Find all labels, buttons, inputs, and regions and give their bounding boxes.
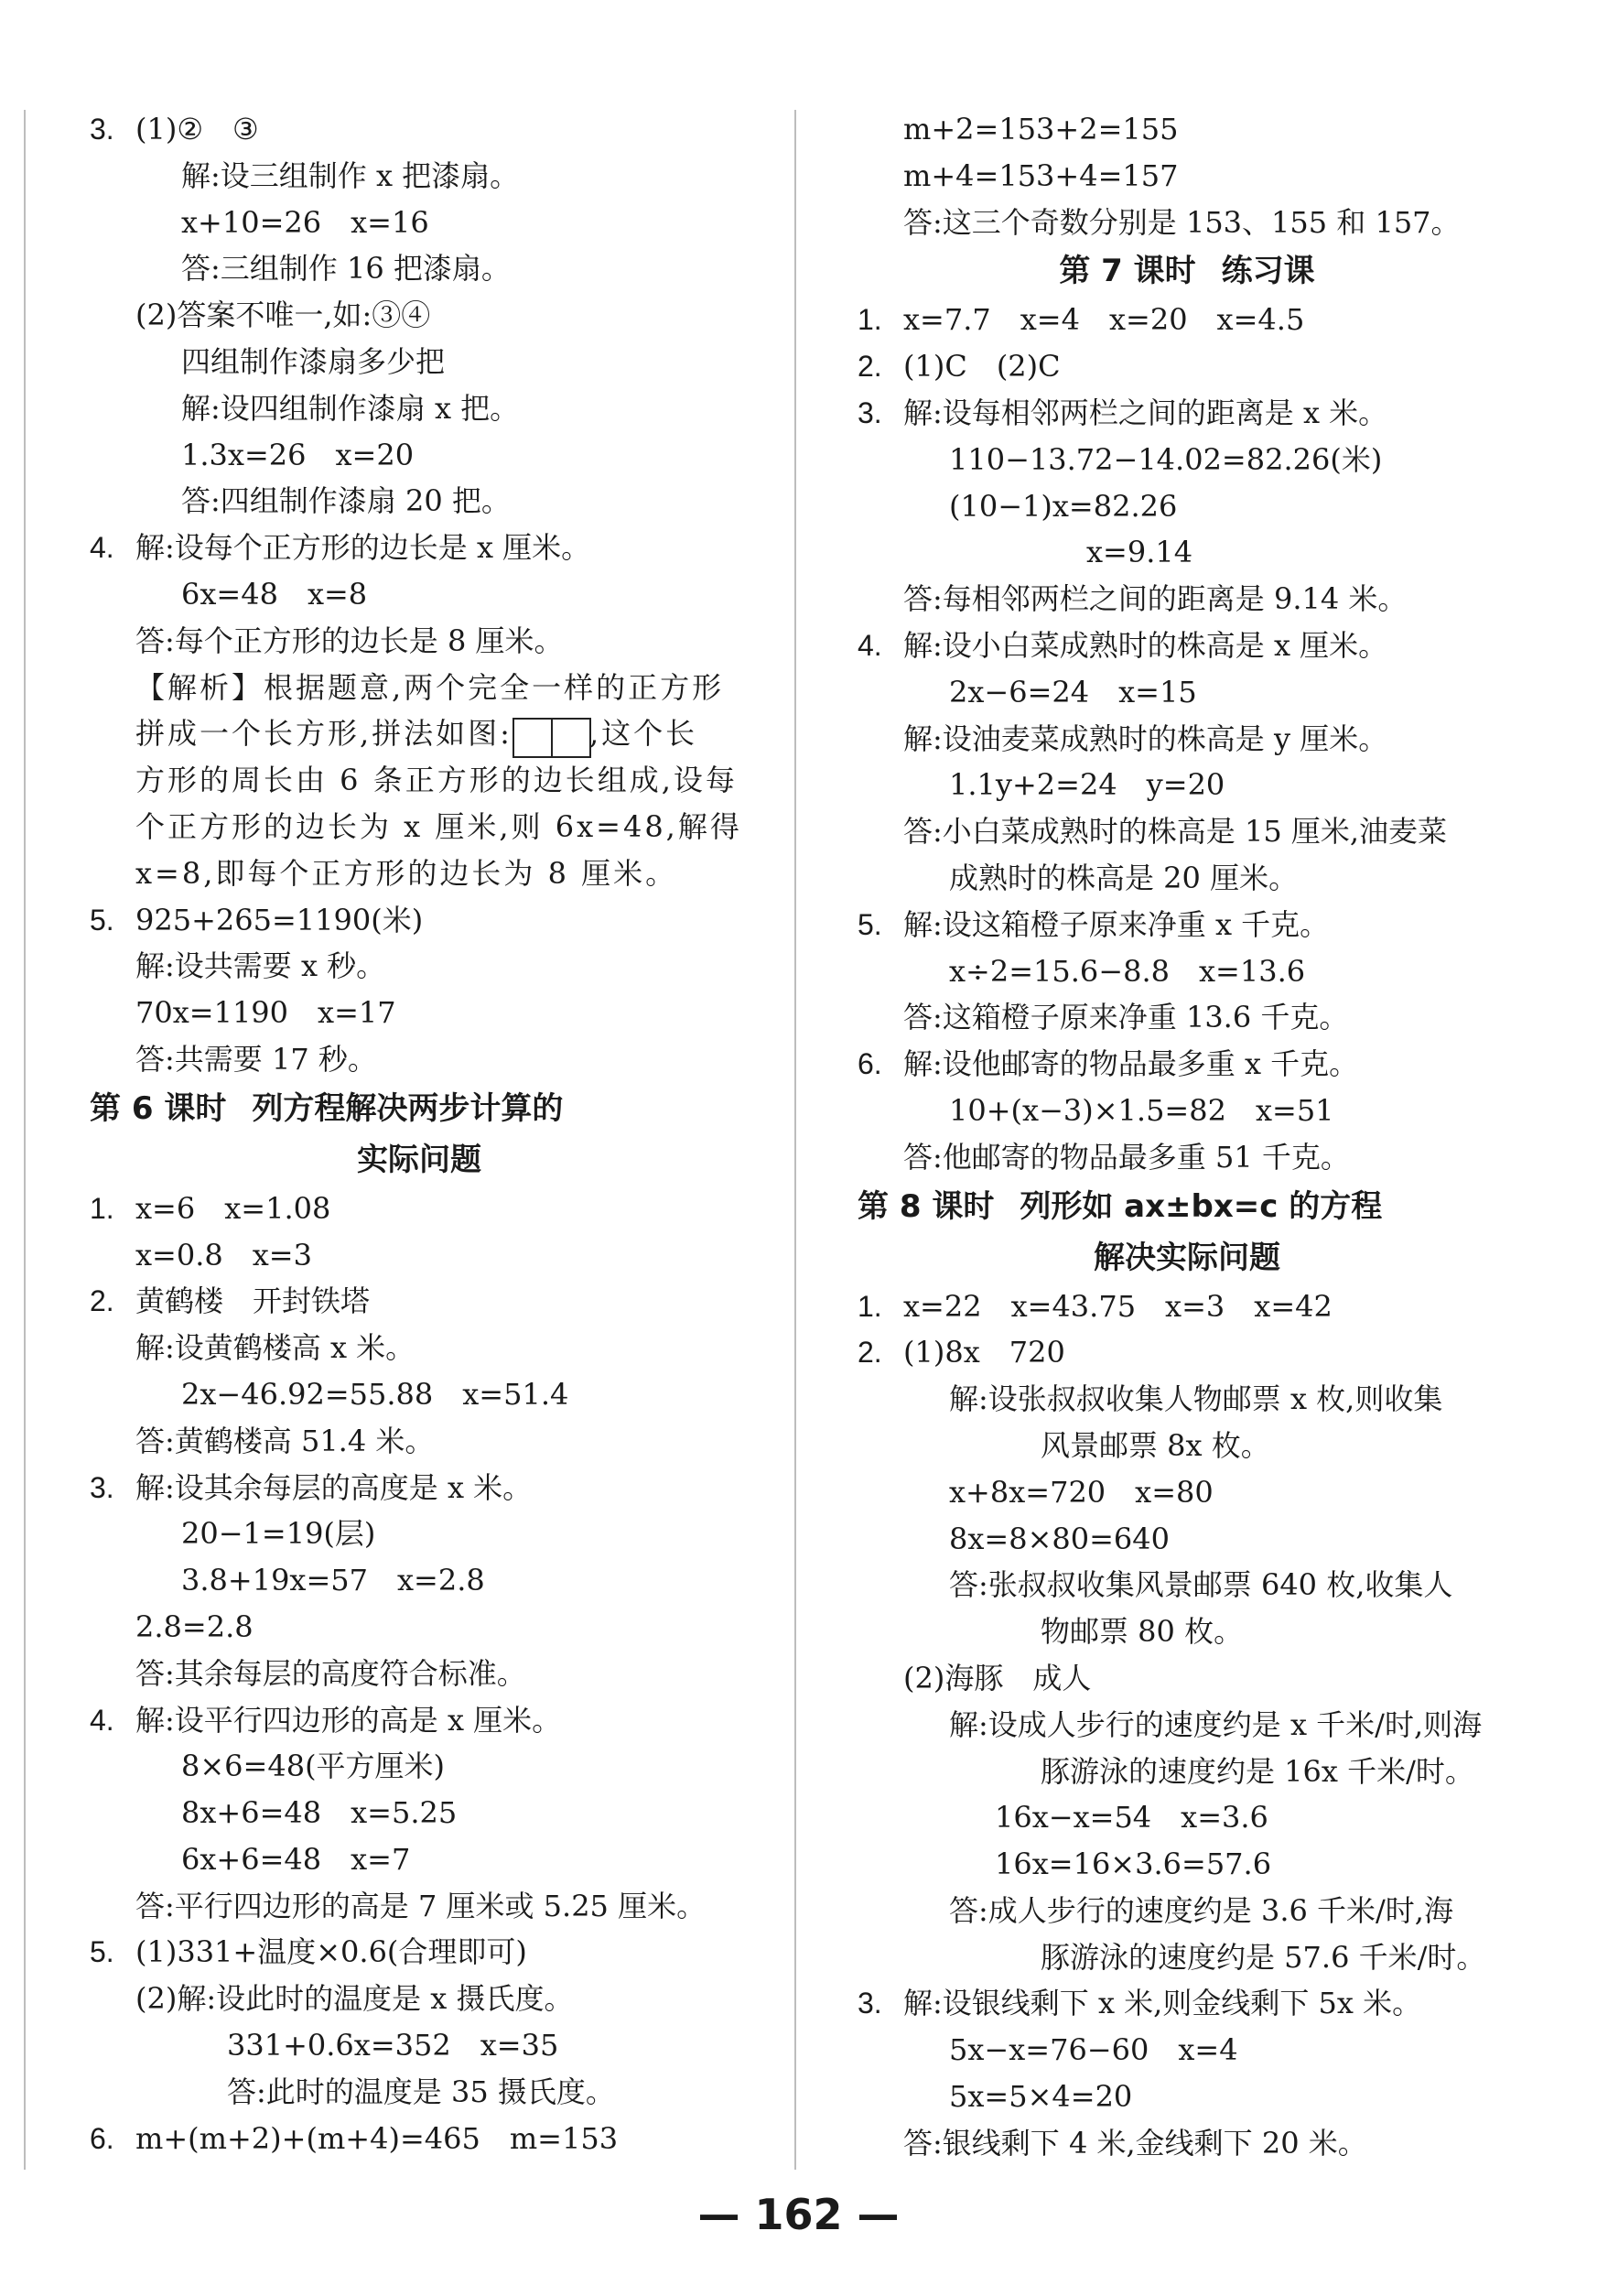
lesson-title: 实际问题 <box>357 1141 481 1178</box>
answer-line <box>90 432 749 479</box>
answer-line <box>858 1562 1516 1608</box>
answer-text: 答:三组制作 16 把漆扇。 <box>181 251 511 287</box>
answer-text: 2x−46.92=55.88 x=51.4 <box>181 1376 569 1412</box>
answer-line <box>858 153 1516 200</box>
lesson-heading <box>90 1134 749 1186</box>
answer-text: 5x=5×4=20 <box>949 2079 1133 2115</box>
answer-text: 答:平行四边形的高是 7 厘米或 5.25 厘米。 <box>135 1888 707 1923</box>
answer-text: 1.1y+2=24 y=20 <box>949 767 1225 803</box>
answer-text: 8x=8×80=640 <box>949 1521 1170 1556</box>
answer-text: x=22 x=43.75 x=3 x=42 <box>903 1288 1333 1324</box>
answer-text: 答:每个正方形的边长是 8 厘米。 <box>135 623 564 658</box>
answer-text: (1)C (2)C <box>903 349 1061 384</box>
answer-line <box>858 576 1516 623</box>
answer-text: 答:此时的温度是 35 摄氏度。 <box>227 2074 615 2109</box>
answer-line <box>90 106 749 153</box>
lesson-title: 列形如 ax±bx=c 的方程 <box>1020 1187 1383 1225</box>
question-number: 6. <box>858 1047 882 1081</box>
answer-text: m+(m+2)+(m+4)=465 m=153 <box>135 2120 619 2156</box>
answer-text: x=7.7 x=4 x=20 x=4.5 <box>903 302 1305 338</box>
answer-text: 解:设四组制作漆扇 x 把。 <box>181 390 520 426</box>
answer-line <box>90 478 749 525</box>
answer-text: 1.3x=26 x=20 <box>181 437 415 472</box>
square-shape <box>513 718 553 758</box>
answer-text: 解:设张叔叔收集人物邮票 x 枚,则收集 <box>949 1381 1443 1417</box>
answer-line <box>858 669 1516 716</box>
answer-line <box>90 385 749 432</box>
answer-text: 答:小白菜成熟时的株高是 15 厘米,油麦菜 <box>903 814 1448 850</box>
answer-text: 答:共需要 17 秒。 <box>135 1041 377 1077</box>
answer-line <box>858 1041 1516 1088</box>
square-shape <box>551 718 591 758</box>
answer-text: 3.8+19x=57 x=2.8 <box>181 1563 485 1598</box>
answer-line <box>858 994 1516 1041</box>
answer-text: 风景邮票 8x 枚。 <box>1041 1427 1270 1463</box>
question-number: 1. <box>90 1191 114 1225</box>
question-number: 6. <box>90 2121 114 2155</box>
answer-text: 答:每相邻两栏之间的距离是 9.14 米。 <box>903 581 1408 617</box>
answer-text: 解:设共需要 x 秒。 <box>135 948 386 984</box>
answer-text: x+8x=720 x=80 <box>949 1474 1214 1510</box>
answer-text: 6x+6=48 x=7 <box>181 1841 411 1877</box>
question-number: 2. <box>858 350 882 384</box>
answer-line <box>858 1423 1516 1469</box>
answer-text: x÷2=15.6−8.8 x=13.6 <box>949 953 1306 989</box>
answer-line <box>858 1888 1516 1934</box>
lesson-number: 第 6 课时 <box>90 1089 227 1127</box>
answer-text: 解:设其余每层的高度是 x 米。 <box>135 1469 533 1505</box>
answer-text: x+10=26 x=16 <box>181 204 429 240</box>
answer-line <box>858 106 1516 153</box>
analysis-line <box>90 804 749 850</box>
answer-text: 2x−6=24 x=15 <box>949 674 1197 709</box>
answer-text: 解:设每个正方形的边长是 x 厘米。 <box>135 530 591 566</box>
answer-line <box>858 343 1516 390</box>
answer-text: 解:设油麦菜成熟时的株高是 y 厘米。 <box>903 720 1388 756</box>
answer-line <box>858 1283 1516 1330</box>
answer-line <box>90 245 749 292</box>
answer-text: 16x=16×3.6=57.6 <box>995 1847 1272 1882</box>
answer-text: 2.8=2.8 <box>135 1608 254 1644</box>
question-number: 1. <box>858 1289 882 1323</box>
answer-line <box>858 1841 1516 1888</box>
answer-line <box>90 1929 749 1976</box>
question-number: 2. <box>90 1284 114 1318</box>
answer-line <box>858 200 1516 246</box>
answer-line <box>90 1511 749 1557</box>
question-number: 4. <box>90 531 114 565</box>
answer-line <box>90 1604 749 1651</box>
answer-line <box>90 618 749 665</box>
answer-text: m+2=153+2=155 <box>903 112 1179 146</box>
column-divider <box>794 110 796 2170</box>
answer-text: m+4=153+4=157 <box>903 157 1179 193</box>
lesson-heading <box>858 1232 1516 1283</box>
answer-text: 答:这三个奇数分别是 153、155 和 157。 <box>903 204 1461 240</box>
answer-text: 20−1=19(层) <box>181 1516 376 1552</box>
question-number: 5. <box>858 907 882 941</box>
analysis-text: 个正方形的边长为 x 厘米,则 6x=48,解得 <box>135 808 742 844</box>
answer-line <box>90 943 749 990</box>
answer-line <box>90 1278 749 1325</box>
answer-text: 豚游泳的速度约是 57.6 千米/时。 <box>1041 1939 1486 1975</box>
answer-line <box>90 153 749 200</box>
answer-line <box>858 390 1516 437</box>
answer-text: 解:设他邮寄的物品最多重 x 千克。 <box>903 1046 1359 1082</box>
left-column <box>90 106 749 2161</box>
answer-line <box>90 339 749 385</box>
answer-text: 解:设这箱橙子原来净重 x 千克。 <box>903 906 1330 942</box>
answer-line <box>90 1651 749 1697</box>
lesson-title: 练习课 <box>1221 253 1315 290</box>
answer-line <box>858 623 1516 669</box>
two-squares-figure <box>513 712 589 759</box>
answer-line <box>90 990 749 1036</box>
answer-text: x=0.8 x=3 <box>135 1237 312 1273</box>
answer-text: (1)8x 720 <box>903 1335 1065 1370</box>
lesson-number: 第 8 课时 <box>858 1187 995 1225</box>
answer-line <box>858 1329 1516 1376</box>
answer-line <box>858 902 1516 948</box>
answer-text: 黄鹤楼 开封铁塔 <box>135 1283 371 1319</box>
answer-text: 四组制作漆扇多少把 <box>181 343 446 379</box>
answer-text: 答:四组制作漆扇 20 把。 <box>181 483 511 519</box>
answer-line <box>858 437 1516 483</box>
answer-text: 110−13.72−14.02=82.26(米) <box>949 441 1383 477</box>
answer-text: 解:设黄鹤楼高 x 米。 <box>135 1330 415 1366</box>
answer-line <box>858 2074 1516 2120</box>
answer-text: 解:设三组制作 x 把漆扇。 <box>181 157 520 193</box>
answer-line <box>858 1516 1516 1563</box>
answer-line <box>858 1794 1516 1841</box>
question-number: 4. <box>90 1703 114 1737</box>
answer-text: 成熟时的株高是 20 厘米。 <box>949 860 1299 895</box>
analysis-text: 方形的周长由 6 条正方形的边长组成,设每 <box>135 763 738 798</box>
analysis-line <box>90 710 749 757</box>
answer-text: 16x−x=54 x=3.6 <box>995 1800 1268 1836</box>
answer-text: x=6 x=1.08 <box>135 1190 331 1226</box>
answer-line <box>858 1702 1516 1749</box>
answer-text: 6x=48 x=8 <box>181 576 368 612</box>
answer-line <box>90 1418 749 1465</box>
answer-line <box>858 1980 1516 2027</box>
right-column <box>858 106 1516 2167</box>
answer-text: 答:其余每层的高度符合标准。 <box>135 1655 526 1691</box>
answer-text: 解:设每相邻两栏之间的距离是 x 米。 <box>903 395 1388 430</box>
answer-line <box>858 483 1516 530</box>
question-number: 3. <box>90 113 114 146</box>
analysis-text: x=8,即每个正方形的边长为 8 厘米。 <box>135 855 678 891</box>
answer-line <box>90 2116 749 2162</box>
answer-line <box>858 1469 1516 1516</box>
page-number: — 162 — <box>697 2190 900 2239</box>
margin-rule <box>24 110 26 2170</box>
answer-line <box>858 297 1516 343</box>
answer-line <box>90 1186 749 1232</box>
answer-line <box>858 1608 1516 1655</box>
answer-line <box>90 571 749 618</box>
answer-line <box>858 762 1516 808</box>
answer-line <box>90 1371 749 1418</box>
answer-text: 物邮票 80 枚。 <box>1041 1614 1244 1650</box>
answer-text: 解:设成人步行的速度约是 x 千米/时,则海 <box>949 1706 1483 1742</box>
answer-line <box>858 1655 1516 1702</box>
answer-line <box>858 1749 1516 1795</box>
lesson-title: 解决实际问题 <box>1094 1239 1280 1276</box>
answer-line <box>858 1088 1516 1134</box>
answer-text: 解:设平行四边形的高是 x 厘米。 <box>135 1702 562 1738</box>
answer-text: 答:张叔叔收集风景邮票 640 枚,收集人 <box>949 1567 1453 1603</box>
lesson-heading <box>90 1083 749 1134</box>
answer-line <box>858 2120 1516 2167</box>
analysis-text-part: 拼成一个长方形,拼法如图: <box>135 716 513 752</box>
question-number: 3. <box>90 1470 114 1504</box>
answer-text: (2)海豚 成人 <box>903 1660 1092 1695</box>
answer-line <box>90 1883 749 1930</box>
analysis-text: 【解析】根据题意,两个完全一样的正方形 <box>135 669 725 705</box>
answer-text: (1)331+温度×0.6(合理即可) <box>135 1934 527 1970</box>
answer-line <box>858 855 1516 902</box>
lesson-heading <box>858 245 1516 297</box>
lesson-heading <box>858 1181 1516 1232</box>
question-number: 1. <box>858 303 882 337</box>
analysis-line <box>90 665 749 711</box>
answer-line <box>90 1976 749 2022</box>
answer-text: 70x=1190 x=17 <box>135 995 396 1031</box>
answer-line <box>858 808 1516 855</box>
analysis-text-part: ,这个长 <box>588 716 698 752</box>
answer-line <box>858 1134 1516 1181</box>
question-number: 4. <box>858 628 882 662</box>
question-number: 3. <box>858 1987 882 2020</box>
answer-text: 8×6=48(平方厘米) <box>181 1749 446 1784</box>
answer-line <box>90 2022 749 2069</box>
answer-line <box>90 1697 749 1744</box>
answer-text: (2)答案不唯一,如:③④ <box>135 298 431 333</box>
answer-text: 答:银线剩下 4 米,金线剩下 20 米。 <box>903 2125 1367 2161</box>
answer-line <box>90 1790 749 1836</box>
answer-line <box>858 716 1516 763</box>
lesson-number: 第 7 课时 <box>1059 253 1196 290</box>
answer-line <box>858 1934 1516 1981</box>
question-number: 5. <box>90 903 114 937</box>
question-number: 5. <box>90 1935 114 1969</box>
answer-line <box>90 1036 749 1083</box>
answer-text: 答:黄鹤楼高 51.4 米。 <box>135 1423 435 1458</box>
analysis-line <box>90 850 749 897</box>
answer-text: 答:他邮寄的物品最多重 51 千克。 <box>903 1139 1350 1175</box>
analysis-line <box>90 757 749 804</box>
answer-text: 10+(x−3)×1.5=82 x=51 <box>949 1092 1334 1128</box>
answer-text: 331+0.6x=352 x=35 <box>227 2028 559 2063</box>
answer-text: 解:设银线剩下 x 米,则金线剩下 5x 米。 <box>903 1986 1422 2021</box>
answer-text: x=9.14 <box>1086 535 1193 570</box>
answer-line <box>858 948 1516 995</box>
answer-line <box>90 1836 749 1883</box>
question-number: 2. <box>858 1336 882 1370</box>
answer-text: (2)解:设此时的温度是 x 摄氏度。 <box>135 1981 574 2017</box>
answer-text: 5x−x=76−60 x=4 <box>949 2032 1238 2068</box>
lesson-title: 列方程解决两步计算的 <box>252 1089 564 1127</box>
answer-text: 答:这箱橙子原来净重 13.6 千克。 <box>903 1000 1349 1035</box>
answer-line <box>90 897 749 944</box>
answer-text: 答:成人步行的速度约是 3.6 千米/时,海 <box>949 1892 1453 1928</box>
answer-text: 8x+6=48 x=5.25 <box>181 1795 458 1831</box>
answer-line <box>90 1232 749 1279</box>
analysis-text <box>135 710 697 759</box>
answer-line <box>90 1465 749 1511</box>
answer-line <box>858 1376 1516 1423</box>
answer-text: 925+265=1190(米) <box>135 902 424 937</box>
answer-line <box>858 2027 1516 2074</box>
answer-line <box>858 529 1516 576</box>
answer-text: (10−1)x=82.26 <box>949 488 1178 524</box>
answer-line <box>90 1557 749 1604</box>
answer-line <box>90 1743 749 1790</box>
answer-line <box>90 2069 749 2116</box>
answer-line <box>90 525 749 571</box>
answer-text: (1)② ③ <box>135 112 259 146</box>
answer-line <box>90 292 749 339</box>
answer-text: 豚游泳的速度约是 16x 千米/时。 <box>1041 1753 1474 1789</box>
answer-line <box>90 1325 749 1371</box>
answer-text: 解:设小白菜成熟时的株高是 x 厘米。 <box>903 627 1388 663</box>
answer-line <box>90 200 749 246</box>
question-number: 3. <box>858 395 882 429</box>
